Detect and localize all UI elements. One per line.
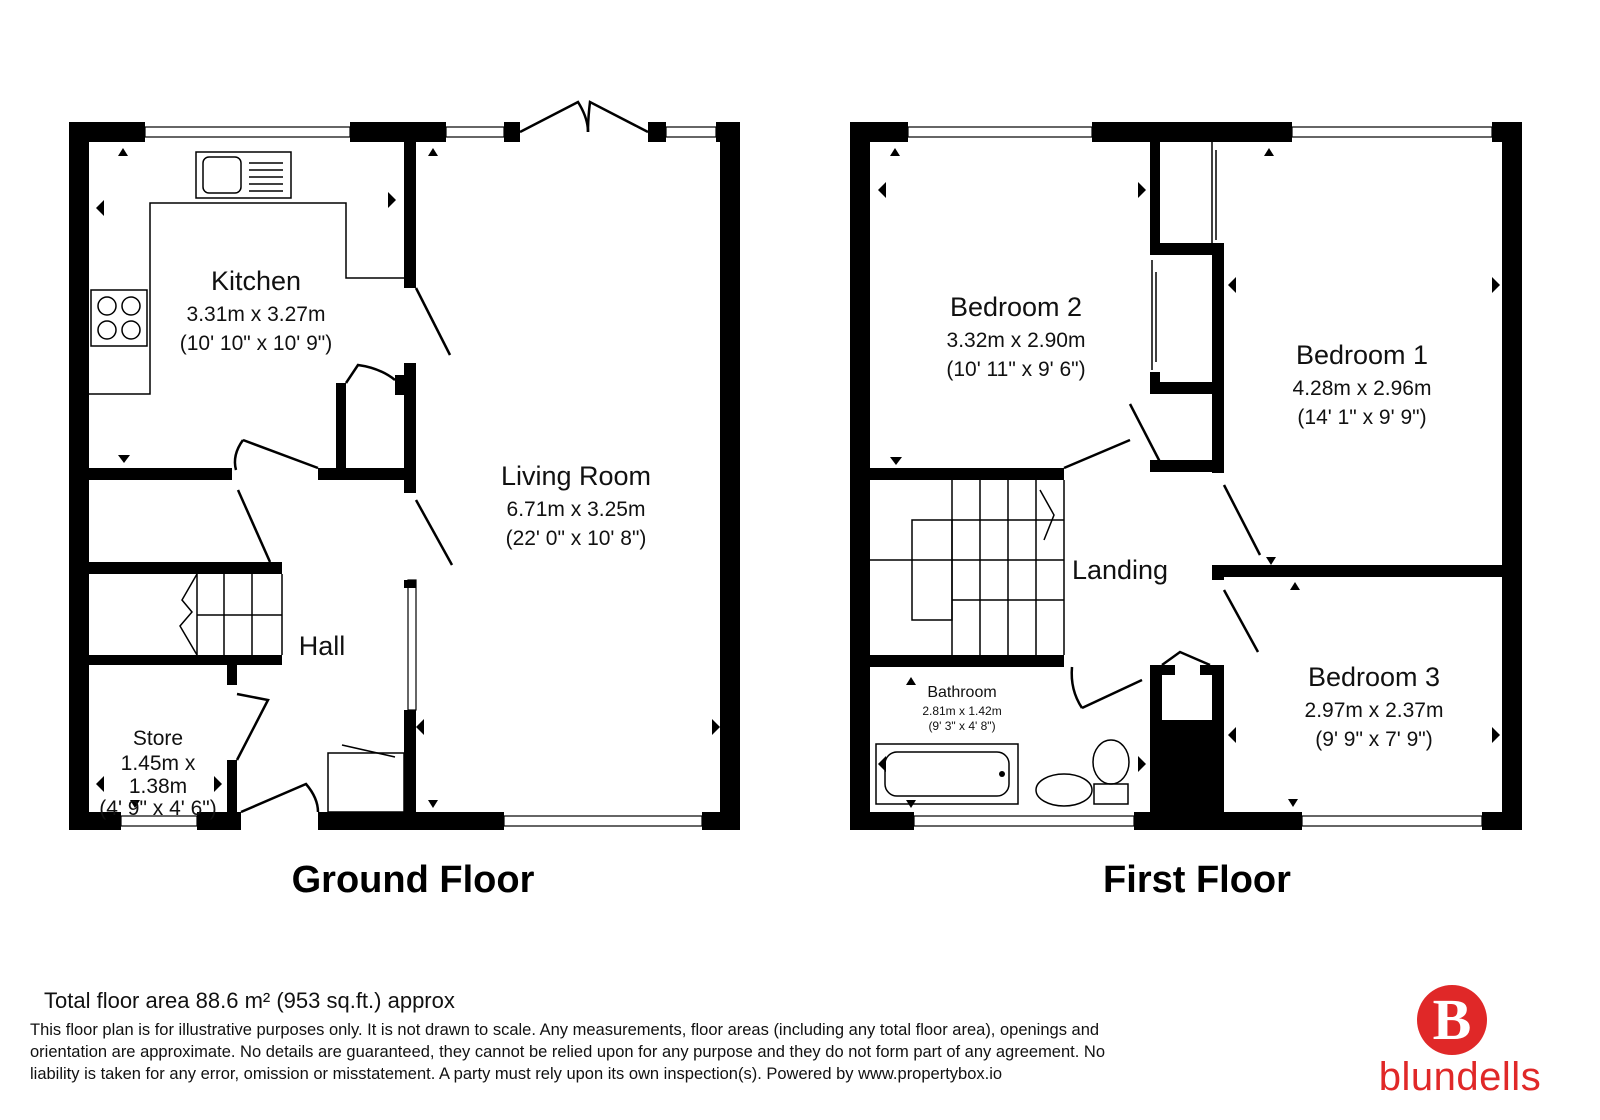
store-metric-1: 1.45m x xyxy=(120,752,196,775)
bedroom2-metric: 3.32m x 2.90m xyxy=(946,329,1086,352)
living-room-imperial: (22' 0" x 10' 8") xyxy=(505,527,647,550)
bedroom3-name: Bedroom 3 xyxy=(1307,662,1441,692)
kitchen-name: Kitchen xyxy=(210,266,302,296)
bath xyxy=(876,744,1018,804)
hob xyxy=(91,290,147,346)
bathroom-name: Bathroom xyxy=(927,684,997,701)
kitchen-imperial: (10' 10" x 10' 9") xyxy=(179,332,333,355)
living-room-metric: 6.71m x 3.25m xyxy=(506,498,646,521)
first-floor-title: First Floor xyxy=(1103,859,1291,901)
store-name: Store xyxy=(132,727,184,750)
bedroom3-imperial: (9' 9" x 7' 9") xyxy=(1315,728,1433,751)
window xyxy=(145,127,350,137)
landing-name: Landing xyxy=(1071,555,1169,585)
store-metric-2: 1.38m xyxy=(128,775,188,798)
brand-initial-badge: B xyxy=(1417,985,1487,1055)
basin xyxy=(1036,774,1092,806)
kitchen-metric: 3.31m x 3.27m xyxy=(186,303,326,326)
disclaimer-line: orientation are approximate. No details are guaranteed, they cannot be relied upon for any purpose and they do not form part of any agreement. No xyxy=(30,1043,1106,1061)
total-floor-area: Total floor area 88.6 m² (953 sq.ft.) approx xyxy=(44,988,455,1013)
bedroom2-name: Bedroom 2 xyxy=(949,292,1083,322)
disclaimer-line: This floor plan is for illustrative purposes only. It is not drawn to scale. Any measurements, floor areas (including any total floor area), openings and xyxy=(30,1021,1100,1039)
disclaimer xyxy=(30,1019,1310,1085)
toilet xyxy=(1093,740,1129,784)
bedroom1-name: Bedroom 1 xyxy=(1295,340,1429,370)
brand-name: blundells xyxy=(1378,1055,1542,1099)
bedroom2-imperial: (10' 11" x 9' 6") xyxy=(946,358,1086,381)
bathroom-metric: 2.81m x 1.42m xyxy=(922,704,1002,718)
bedroom1-metric: 4.28m x 2.96m xyxy=(1292,377,1432,400)
bedroom3-metric: 2.97m x 2.37m xyxy=(1304,699,1444,722)
disclaimer-line: liability is taken for any error, omission or misstatement. A party must rely upon its own inspection(s). Powered by www.propertybox.io xyxy=(30,1065,1003,1083)
bedroom1-imperial: (14' 1" x 9' 9") xyxy=(1297,406,1427,429)
hall-name: Hall xyxy=(298,631,346,661)
living-room-name: Living Room xyxy=(500,461,652,491)
store-imperial: (4' 9" x 4' 6") xyxy=(99,797,217,820)
brand-logo xyxy=(1375,985,1555,1105)
bathroom-imperial: (9' 3" x 4' 8") xyxy=(928,719,996,733)
ground-floor-title: Ground Floor xyxy=(291,859,535,901)
